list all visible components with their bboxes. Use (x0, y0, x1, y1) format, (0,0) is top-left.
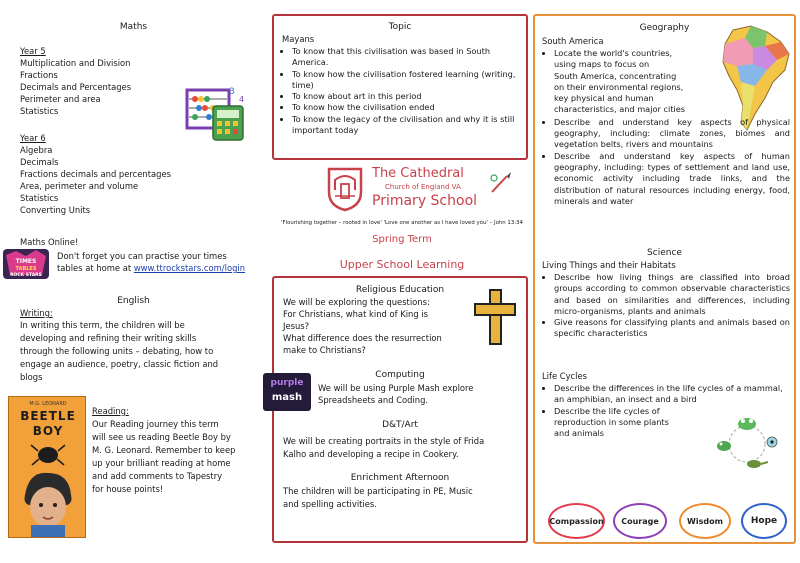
computing-line: We will be using Purple Mash explore (318, 383, 474, 393)
purple-mash-logo: purple mash (263, 373, 311, 411)
year5-heading: Year 5 (20, 46, 46, 56)
year6-heading: Year 6 (20, 133, 46, 143)
maths-online-line2: tables at home at www.ttrockstars.com/login (57, 263, 246, 273)
year5-item: Decimals and Percentages (20, 82, 132, 92)
topic-item: • To know how the civilisation fostered learning (writing, time) (292, 69, 522, 92)
topic-title: Topic (388, 22, 412, 32)
re-line: We will be exploring the questions: (283, 297, 430, 307)
value-compassion: Compassion (548, 503, 605, 539)
enrichment-title: Enrichment Afternoon (350, 473, 450, 483)
value-courage: Courage (613, 503, 667, 539)
value-hope: Hope (741, 503, 787, 539)
re-line: make to Christians? (283, 345, 366, 355)
book-title-2: BOY (32, 424, 64, 438)
topic-item: • To know about art in this period (292, 91, 522, 102)
svg-text:ROCK STARS: ROCK STARS (10, 273, 42, 278)
writing-line: through the following units – debating, how to (20, 346, 214, 356)
pencil-sketch-icon (487, 170, 513, 196)
year6-item: Converting Units (20, 205, 91, 215)
geography-item: • Describe and understand key aspects of physical geography, including: climate zones, biomes and vegetation belts, rivers and mountains (554, 117, 790, 151)
topic-list (278, 46, 522, 136)
reading-line: will see us reading Beetle Boy by (92, 432, 231, 442)
english-title: English (117, 296, 150, 306)
re-line: What difference does the resurrection (283, 333, 442, 343)
enrichment-line: and spelling activities. (283, 499, 377, 509)
life-cycles-heading: Life Cycles (542, 371, 588, 381)
dt-art-line: Kalho and developing a recipe in Cookery. (283, 449, 459, 459)
living-things-list (540, 272, 790, 340)
book-title-1: BEETLE (20, 409, 76, 423)
school-name-2: Church of England VA (385, 183, 461, 191)
living-things-item: • Describe how living things are classified into broad groups according to common observable characteristics and based on similarities and differences, including micro-organisms, plants and animals (554, 272, 790, 317)
reading-line: for house points! (92, 484, 164, 494)
maths-abacus-icon (183, 82, 253, 144)
geography-subheading: South America (542, 36, 604, 46)
geography-item: • Describe and understand key aspects of human geography, including: types of settlement and land use, economic activity including trade links, and the distribution of natural resources including energy, food, minerals and water (554, 151, 790, 207)
tt-rockstars-logo (2, 247, 50, 281)
enrichment-line: The children will be participating in PE, Music (283, 486, 473, 496)
beetle-boy-book-cover (8, 396, 86, 538)
re-title: Religious Education (355, 285, 445, 295)
school-name-1: The Cathedral (372, 166, 464, 181)
computing-title: Computing (375, 370, 425, 380)
year5-item: Fractions (20, 70, 58, 80)
school-crest-icon (326, 166, 364, 212)
writing-heading: Writing: (20, 308, 53, 318)
school-name-3: Primary School (372, 193, 478, 209)
svg-text:TIMES: TIMES (15, 258, 37, 265)
svg-text:3: 3 (229, 87, 235, 97)
year6-item: Area, perimeter and volume (20, 181, 139, 191)
living-things-item: • Give reasons for classifying plants and animals based on specific characteristics (554, 317, 790, 340)
frog-life-cycle-icon (712, 416, 782, 472)
writing-line: blogs (20, 372, 43, 382)
reading-heading: Reading: (92, 406, 129, 416)
living-things-heading: Living Things and their Habitats (542, 260, 676, 270)
year6-item: Decimals (20, 157, 59, 167)
term-label: Spring Term (372, 234, 432, 245)
life-cycles-item: • Describe the life cycles of reproduction in some plants and animals (554, 406, 790, 440)
writing-line: developing and refining their writing skills (20, 333, 197, 343)
svg-text:TABLES: TABLES (15, 266, 37, 272)
boy-face-illustration (17, 467, 79, 537)
geography-title: Geography (639, 23, 690, 33)
maths-online-line1: Don't forget you can practise your times (57, 251, 227, 261)
book-author: M.G. LEONARD (29, 401, 67, 407)
topic-subheading: Mayans (282, 34, 315, 44)
topic-item: • To know how the civilisation ended (292, 102, 522, 113)
topic-item: • To know that this civilisation was based in South America. (292, 46, 522, 69)
dt-art-title: D&T/Art (382, 420, 418, 430)
beetle-icon (29, 441, 67, 467)
year6-item: Algebra (20, 145, 53, 155)
cross-icon (471, 287, 519, 347)
value-wisdom: Wisdom (679, 503, 731, 539)
computing-line: Spreadsheets and Coding. (318, 395, 429, 405)
year6-item: Statistics (20, 193, 59, 203)
year5-item: Perimeter and area (20, 94, 101, 104)
science-title: Science (647, 248, 682, 258)
geography-item: • Locate the world's countries, using maps to focus on South America, concentrating on their environmental regions, key physical and human characteristics, and major cities (554, 48, 790, 116)
dt-art-line: We will be creating portraits in the style of Frida (283, 436, 485, 446)
ttrockstars-link[interactable]: www.ttrockstars.com/login (133, 263, 246, 273)
writing-line: engage an audience, poetry, classic fiction and (20, 359, 219, 369)
re-line: For Christians, what kind of King is (283, 309, 429, 319)
re-line: Jesus? (283, 321, 310, 331)
reading-line: and add comments to Tapestry (92, 471, 223, 481)
life-cycles-item: • Describe the differences in the life cycles of a mammal, an amphibian, an insect and a bird (554, 383, 790, 406)
year6-item: Fractions decimals and percentages (20, 169, 171, 179)
reading-line: M. G. Leonard. Remember to keep (92, 445, 236, 455)
geography-list (540, 48, 790, 207)
year5-item: Statistics (20, 106, 59, 116)
maths-online-heading: Maths Online! (20, 237, 79, 247)
svg-text:4: 4 (239, 95, 245, 104)
writing-line: In writing this term, the children will be (20, 320, 185, 330)
maths-title: Maths (119, 22, 148, 32)
reading-line: Our Reading journey this term (92, 419, 219, 429)
reading-line: up your brilliant reading at home (92, 458, 231, 468)
year5-item: Multiplication and Division (20, 58, 131, 68)
topic-item: • To know the legacy of the civilisation and why it is still important today (292, 114, 522, 137)
section-label: Upper School Learning (339, 258, 465, 271)
school-motto: 'Flourishing together – rooted in love' 'Love one another as I have loved you' – John 13:34 (281, 220, 523, 226)
